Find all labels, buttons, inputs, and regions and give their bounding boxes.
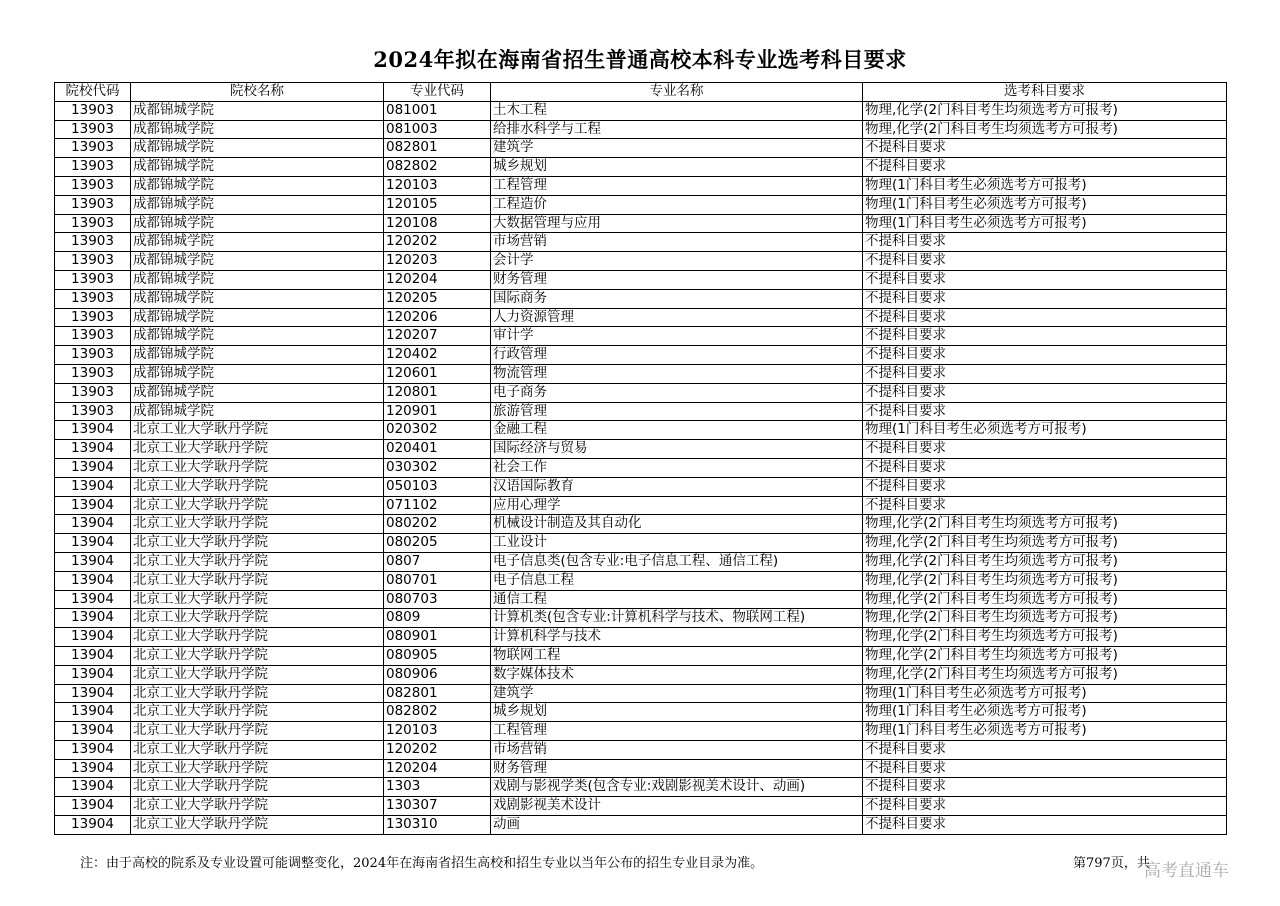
major-name-cell: 会计学 — [491, 252, 863, 271]
table-row — [55, 646, 1227, 665]
school-name-cell: 北京工业大学耿丹学院 — [131, 740, 384, 759]
major-code-cell: 120801 — [384, 383, 491, 402]
table-row — [55, 214, 1227, 233]
major-name-cell: 财务管理 — [491, 759, 863, 778]
subject-requirement-cell: 物理,化学(2门科目考生均须选考方可报考) — [863, 101, 1227, 120]
table-row — [55, 120, 1227, 139]
school-name-cell: 北京工业大学耿丹学院 — [131, 703, 384, 722]
school-code-cell: 13904 — [55, 590, 131, 609]
school-name-cell: 成都锦城学院 — [131, 270, 384, 289]
subject-requirement-cell: 不提科目要求 — [863, 383, 1227, 402]
major-name-cell: 应用心理学 — [491, 496, 863, 515]
table-row — [55, 571, 1227, 590]
subject-requirement-cell: 不提科目要求 — [863, 477, 1227, 496]
major-code-cell: 120402 — [384, 346, 491, 365]
table-row — [55, 402, 1227, 421]
major-name-cell: 城乡规划 — [491, 158, 863, 177]
subject-requirement-cell: 物理(1门科目考生必须选考方可报考) — [863, 176, 1227, 195]
school-code-cell: 13903 — [55, 214, 131, 233]
school-name-cell: 北京工业大学耿丹学院 — [131, 778, 384, 797]
table-row — [55, 778, 1227, 797]
school-name-cell: 成都锦城学院 — [131, 327, 384, 346]
major-code-cell: 081003 — [384, 120, 491, 139]
subject-requirements-table — [54, 82, 1227, 835]
header-school-code: 院校代码 — [55, 83, 131, 102]
school-name-cell: 成都锦城学院 — [131, 195, 384, 214]
table-row — [55, 176, 1227, 195]
school-code-cell: 13904 — [55, 665, 131, 684]
subject-requirement-cell: 不提科目要求 — [863, 364, 1227, 383]
table-row — [55, 440, 1227, 459]
subject-requirement-cell: 物理(1门科目考生必须选考方可报考) — [863, 722, 1227, 741]
school-name-cell: 北京工业大学耿丹学院 — [131, 515, 384, 534]
major-name-cell: 土木工程 — [491, 101, 863, 120]
subject-requirement-cell: 不提科目要求 — [863, 797, 1227, 816]
school-name-cell: 北京工业大学耿丹学院 — [131, 759, 384, 778]
school-name-cell: 成都锦城学院 — [131, 308, 384, 327]
subject-requirement-cell: 物理,化学(2门科目考生均须选考方可报考) — [863, 590, 1227, 609]
school-name-cell: 成都锦城学院 — [131, 402, 384, 421]
major-name-cell: 国际商务 — [491, 289, 863, 308]
school-name-cell: 成都锦城学院 — [131, 101, 384, 120]
table-row — [55, 158, 1227, 177]
school-code-cell: 13903 — [55, 289, 131, 308]
footer-note: 注：由于高校的院系及专业设置可能调整变化，2024年在海南省招生高校和招生专业以当年公布的招生专业目录为准。 — [80, 856, 764, 871]
subject-requirement-cell: 不提科目要求 — [863, 402, 1227, 421]
major-name-cell: 汉语国际教育 — [491, 477, 863, 496]
school-code-cell: 13903 — [55, 327, 131, 346]
table-row — [55, 534, 1227, 553]
major-code-cell: 120202 — [384, 740, 491, 759]
school-code-cell: 13904 — [55, 609, 131, 628]
subject-requirement-cell: 不提科目要求 — [863, 496, 1227, 515]
subject-requirement-cell: 物理,化学(2门科目考生均须选考方可报考) — [863, 552, 1227, 571]
school-code-cell: 13904 — [55, 646, 131, 665]
table-row — [55, 496, 1227, 515]
table-row — [55, 289, 1227, 308]
major-code-cell: 080905 — [384, 646, 491, 665]
table-row — [55, 252, 1227, 271]
major-code-cell: 030302 — [384, 458, 491, 477]
major-name-cell: 计算机类(包含专业:计算机科学与技术、物联网工程) — [491, 609, 863, 628]
school-name-cell: 北京工业大学耿丹学院 — [131, 590, 384, 609]
table-row — [55, 609, 1227, 628]
school-name-cell: 北京工业大学耿丹学院 — [131, 609, 384, 628]
subject-requirement-cell: 不提科目要求 — [863, 270, 1227, 289]
school-code-cell: 13904 — [55, 458, 131, 477]
school-code-cell: 13904 — [55, 684, 131, 703]
school-name-cell: 成都锦城学院 — [131, 289, 384, 308]
table-row — [55, 139, 1227, 158]
school-name-cell: 北京工业大学耿丹学院 — [131, 628, 384, 647]
school-code-cell: 13904 — [55, 571, 131, 590]
school-code-cell: 13904 — [55, 477, 131, 496]
major-code-cell: 020302 — [384, 421, 491, 440]
major-name-cell: 城乡规划 — [491, 703, 863, 722]
major-name-cell: 人力资源管理 — [491, 308, 863, 327]
school-code-cell: 13904 — [55, 703, 131, 722]
major-code-cell: 0807 — [384, 552, 491, 571]
major-code-cell: 120601 — [384, 364, 491, 383]
table-body — [55, 101, 1227, 834]
subject-requirement-cell: 物理,化学(2门科目考生均须选考方可报考) — [863, 609, 1227, 628]
school-name-cell: 北京工业大学耿丹学院 — [131, 421, 384, 440]
school-name-cell: 北京工业大学耿丹学院 — [131, 665, 384, 684]
subject-requirement-cell: 不提科目要求 — [863, 233, 1227, 252]
subject-requirement-cell: 物理,化学(2门科目考生均须选考方可报考) — [863, 571, 1227, 590]
major-code-cell: 081001 — [384, 101, 491, 120]
subject-requirement-cell: 不提科目要求 — [863, 158, 1227, 177]
major-code-cell: 120204 — [384, 759, 491, 778]
subject-requirement-cell: 物理,化学(2门科目考生均须选考方可报考) — [863, 120, 1227, 139]
table-row — [55, 233, 1227, 252]
school-name-cell: 北京工业大学耿丹学院 — [131, 552, 384, 571]
major-name-cell: 物流管理 — [491, 364, 863, 383]
table-row — [55, 477, 1227, 496]
major-code-cell: 080205 — [384, 534, 491, 553]
school-name-cell: 成都锦城学院 — [131, 383, 384, 402]
major-code-cell: 080701 — [384, 571, 491, 590]
major-name-cell: 电子信息工程 — [491, 571, 863, 590]
school-code-cell: 13903 — [55, 364, 131, 383]
school-code-cell: 13904 — [55, 759, 131, 778]
subject-requirement-cell: 不提科目要求 — [863, 740, 1227, 759]
major-name-cell: 工程管理 — [491, 722, 863, 741]
major-name-cell: 通信工程 — [491, 590, 863, 609]
subject-requirement-cell: 物理(1门科目考生必须选考方可报考) — [863, 421, 1227, 440]
table-row — [55, 515, 1227, 534]
watermark: 高考直通车 — [1144, 861, 1229, 881]
table-row — [55, 383, 1227, 402]
subject-requirement-cell: 不提科目要求 — [863, 308, 1227, 327]
major-code-cell: 120205 — [384, 289, 491, 308]
major-code-cell: 080906 — [384, 665, 491, 684]
school-name-cell: 北京工业大学耿丹学院 — [131, 684, 384, 703]
school-name-cell: 北京工业大学耿丹学院 — [131, 440, 384, 459]
major-code-cell: 120103 — [384, 176, 491, 195]
major-name-cell: 金融工程 — [491, 421, 863, 440]
school-code-cell: 13903 — [55, 158, 131, 177]
major-name-cell: 物联网工程 — [491, 646, 863, 665]
major-code-cell: 120105 — [384, 195, 491, 214]
table-row — [55, 797, 1227, 816]
major-name-cell: 财务管理 — [491, 270, 863, 289]
major-code-cell: 080703 — [384, 590, 491, 609]
subject-requirement-cell: 不提科目要求 — [863, 327, 1227, 346]
school-name-cell: 成都锦城学院 — [131, 346, 384, 365]
major-code-cell: 082801 — [384, 684, 491, 703]
major-code-cell: 130307 — [384, 797, 491, 816]
header-school-name: 院校名称 — [131, 83, 384, 102]
major-code-cell: 130310 — [384, 816, 491, 835]
major-code-cell: 120901 — [384, 402, 491, 421]
major-code-cell: 120206 — [384, 308, 491, 327]
table-row — [55, 195, 1227, 214]
school-code-cell: 13904 — [55, 816, 131, 835]
table-row — [55, 816, 1227, 835]
subject-requirement-cell: 不提科目要求 — [863, 816, 1227, 835]
school-name-cell: 北京工业大学耿丹学院 — [131, 458, 384, 477]
table-row — [55, 552, 1227, 571]
subject-requirement-cell: 不提科目要求 — [863, 759, 1227, 778]
subject-requirement-cell: 不提科目要求 — [863, 252, 1227, 271]
major-code-cell: 0809 — [384, 609, 491, 628]
major-name-cell: 机械设计制造及其自动化 — [491, 515, 863, 534]
school-name-cell: 成都锦城学院 — [131, 214, 384, 233]
major-code-cell: 120203 — [384, 252, 491, 271]
major-name-cell: 市场营销 — [491, 740, 863, 759]
major-code-cell: 120204 — [384, 270, 491, 289]
major-name-cell: 市场营销 — [491, 233, 863, 252]
major-name-cell: 电子信息类(包含专业:电子信息工程、通信工程) — [491, 552, 863, 571]
school-code-cell: 13903 — [55, 139, 131, 158]
school-name-cell: 北京工业大学耿丹学院 — [131, 816, 384, 835]
major-code-cell: 082802 — [384, 703, 491, 722]
table-row — [55, 684, 1227, 703]
major-name-cell: 工业设计 — [491, 534, 863, 553]
school-code-cell: 13904 — [55, 440, 131, 459]
table-row — [55, 270, 1227, 289]
major-name-cell: 国际经济与贸易 — [491, 440, 863, 459]
header-subject-requirement: 选考科目要求 — [863, 83, 1227, 102]
major-code-cell: 120202 — [384, 233, 491, 252]
school-name-cell: 北京工业大学耿丹学院 — [131, 722, 384, 741]
school-name-cell: 成都锦城学院 — [131, 139, 384, 158]
major-code-cell: 071102 — [384, 496, 491, 515]
major-name-cell: 计算机科学与技术 — [491, 628, 863, 647]
school-code-cell: 13903 — [55, 195, 131, 214]
major-name-cell: 戏剧影视美术设计 — [491, 797, 863, 816]
major-code-cell: 020401 — [384, 440, 491, 459]
subject-requirement-cell: 物理,化学(2门科目考生均须选考方可报考) — [863, 646, 1227, 665]
school-name-cell: 北京工业大学耿丹学院 — [131, 797, 384, 816]
major-name-cell: 社会工作 — [491, 458, 863, 477]
table-row — [55, 458, 1227, 477]
school-name-cell: 北京工业大学耿丹学院 — [131, 477, 384, 496]
subject-requirement-cell: 不提科目要求 — [863, 778, 1227, 797]
subject-requirement-cell: 物理(1门科目考生必须选考方可报考) — [863, 684, 1227, 703]
subject-requirement-cell: 物理,化学(2门科目考生均须选考方可报考) — [863, 665, 1227, 684]
school-name-cell: 北京工业大学耿丹学院 — [131, 496, 384, 515]
school-code-cell: 13903 — [55, 383, 131, 402]
school-code-cell: 13904 — [55, 534, 131, 553]
school-name-cell: 北京工业大学耿丹学院 — [131, 534, 384, 553]
table-row — [55, 421, 1227, 440]
school-name-cell: 成都锦城学院 — [131, 158, 384, 177]
subject-requirement-cell: 不提科目要求 — [863, 458, 1227, 477]
major-name-cell: 动画 — [491, 816, 863, 835]
major-code-cell: 082801 — [384, 139, 491, 158]
school-code-cell: 13904 — [55, 722, 131, 741]
subject-requirement-cell: 不提科目要求 — [863, 139, 1227, 158]
table-header-row — [55, 83, 1227, 102]
page-number: 第797页，共 — [1073, 856, 1150, 871]
school-code-cell: 13903 — [55, 308, 131, 327]
major-code-cell: 080901 — [384, 628, 491, 647]
table-row — [55, 101, 1227, 120]
school-name-cell: 北京工业大学耿丹学院 — [131, 571, 384, 590]
major-name-cell: 行政管理 — [491, 346, 863, 365]
school-code-cell: 13903 — [55, 120, 131, 139]
school-name-cell: 成都锦城学院 — [131, 120, 384, 139]
major-code-cell: 120108 — [384, 214, 491, 233]
major-code-cell: 080202 — [384, 515, 491, 534]
school-code-cell: 13904 — [55, 421, 131, 440]
header-major-code: 专业代码 — [384, 83, 491, 102]
school-code-cell: 13904 — [55, 552, 131, 571]
page-title: 2024年拟在海南省招生普通高校本科专业选考科目要求 — [373, 47, 907, 72]
major-name-cell: 建筑学 — [491, 684, 863, 703]
major-name-cell: 工程管理 — [491, 176, 863, 195]
major-name-cell: 电子商务 — [491, 383, 863, 402]
major-name-cell: 给排水科学与工程 — [491, 120, 863, 139]
school-code-cell: 13904 — [55, 740, 131, 759]
school-code-cell: 13903 — [55, 101, 131, 120]
major-code-cell: 1303 — [384, 778, 491, 797]
school-code-cell: 13904 — [55, 628, 131, 647]
major-name-cell: 戏剧与影视学类(包含专业:戏剧影视美术设计、动画) — [491, 778, 863, 797]
school-code-cell: 13903 — [55, 346, 131, 365]
subject-requirement-cell: 物理(1门科目考生必须选考方可报考) — [863, 703, 1227, 722]
table-row — [55, 665, 1227, 684]
school-code-cell: 13904 — [55, 797, 131, 816]
school-code-cell: 13904 — [55, 515, 131, 534]
school-name-cell: 成都锦城学院 — [131, 233, 384, 252]
school-code-cell: 13903 — [55, 402, 131, 421]
subject-requirement-cell: 物理(1门科目考生必须选考方可报考) — [863, 214, 1227, 233]
major-name-cell: 工程造价 — [491, 195, 863, 214]
subject-requirement-cell: 物理,化学(2门科目考生均须选考方可报考) — [863, 534, 1227, 553]
school-name-cell: 成都锦城学院 — [131, 364, 384, 383]
subject-requirement-cell: 不提科目要求 — [863, 289, 1227, 308]
table-row — [55, 327, 1227, 346]
table-row — [55, 346, 1227, 365]
header-major-name: 专业名称 — [491, 83, 863, 102]
school-code-cell: 13903 — [55, 233, 131, 252]
major-name-cell: 大数据管理与应用 — [491, 214, 863, 233]
major-name-cell: 数字媒体技术 — [491, 665, 863, 684]
table-row — [55, 308, 1227, 327]
table-row — [55, 628, 1227, 647]
school-name-cell: 北京工业大学耿丹学院 — [131, 646, 384, 665]
table-row — [55, 364, 1227, 383]
school-code-cell: 13903 — [55, 252, 131, 271]
table-row — [55, 722, 1227, 741]
major-code-cell: 120207 — [384, 327, 491, 346]
table-row — [55, 590, 1227, 609]
school-code-cell: 13904 — [55, 496, 131, 515]
subject-requirement-cell: 不提科目要求 — [863, 346, 1227, 365]
school-name-cell: 成都锦城学院 — [131, 252, 384, 271]
school-code-cell: 13903 — [55, 270, 131, 289]
school-code-cell: 13903 — [55, 176, 131, 195]
subject-requirement-cell: 物理(1门科目考生必须选考方可报考) — [863, 195, 1227, 214]
major-name-cell: 审计学 — [491, 327, 863, 346]
table-row — [55, 740, 1227, 759]
subject-requirement-cell: 不提科目要求 — [863, 440, 1227, 459]
table-row — [55, 759, 1227, 778]
major-code-cell: 082802 — [384, 158, 491, 177]
subject-requirement-cell: 物理,化学(2门科目考生均须选考方可报考) — [863, 515, 1227, 534]
table-row — [55, 703, 1227, 722]
major-name-cell: 建筑学 — [491, 139, 863, 158]
school-name-cell: 成都锦城学院 — [131, 176, 384, 195]
subject-requirement-cell: 物理,化学(2门科目考生均须选考方可报考) — [863, 628, 1227, 647]
school-code-cell: 13904 — [55, 778, 131, 797]
major-code-cell: 050103 — [384, 477, 491, 496]
major-name-cell: 旅游管理 — [491, 402, 863, 421]
major-code-cell: 120103 — [384, 722, 491, 741]
